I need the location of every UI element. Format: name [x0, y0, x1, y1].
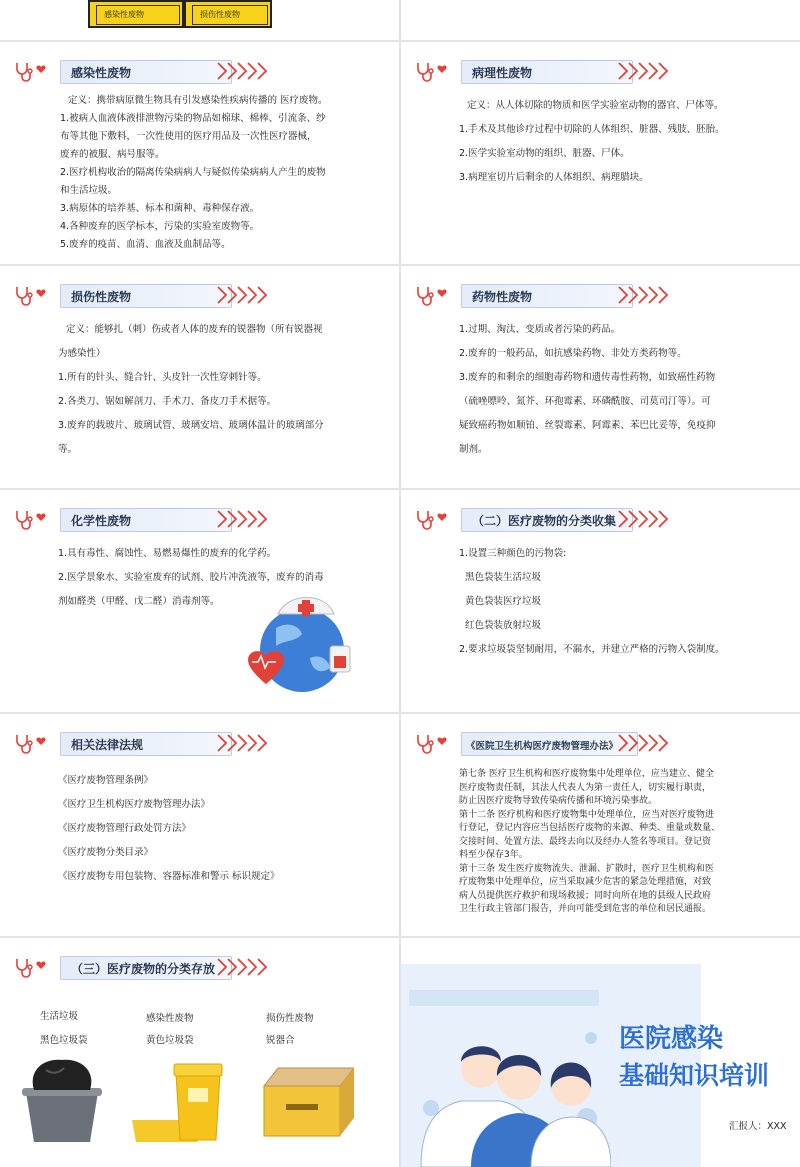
paragraph-line: 卫生行政主管部门报告，并向可能受到危害的单位和居民通报。 — [459, 904, 712, 914]
slide-collection — [401, 490, 800, 712]
list-item: 《医疗卫生机构医疗废物管理办法》 — [58, 799, 211, 810]
paragraph-line: 第十三条 发生医疗废物流失、泄漏、扩散时，医疗卫生机构和医 — [459, 863, 714, 874]
list-item: 2.废弃的一般药品，如抗感染药物、非处方类药物等。 — [459, 348, 687, 359]
list-item: 黑色袋装生活垃圾 — [465, 572, 542, 583]
slide-header — [14, 281, 264, 309]
list-item: 和生活垃圾。 — [60, 185, 118, 196]
slide-header — [415, 505, 665, 533]
paragraph-line: 疗废物集中处理单位，应当采取减少危害的紧急处理措施，对致 — [459, 877, 712, 887]
chevron-arrows-icon — [214, 283, 274, 307]
list-item: 疑致癌药物如顺铂、丝裂霉素、阿霉素、苯巴比妥等，免疫抑 — [459, 420, 716, 431]
list-item: 1.手术及其他诊疗过程中切除的人体组织、脏器、残肢、胚胎。 — [459, 124, 725, 135]
slide-cover — [401, 938, 800, 1167]
paragraph-line: 第七条 医疗卫生机构和医疗废物集中处理单位，应当建立、健全 — [459, 769, 714, 779]
list-item: 布等其他下敷料，一次性使用的医疗用品及一次性医疗器械， — [60, 131, 317, 142]
list-item: 废弃的被服、病号服等。 — [60, 149, 165, 160]
slide-body — [60, 92, 390, 254]
stethoscope-heart-icon — [14, 955, 50, 979]
paragraph-line: 病人员提供医疗救护和现场救援；同时向所在地的县级人民政府 — [459, 890, 712, 901]
slide-body — [58, 318, 393, 462]
slide-title: 病理性废物 — [472, 66, 533, 80]
definition: 定义：携带病原微生物具有引发感染性疾病传播的 医疗废物。 — [68, 95, 328, 106]
slide-body — [459, 94, 794, 190]
chevron-arrows-icon — [214, 507, 274, 531]
paragraph-line: 防止因医疗废物导致传染病传播和环境污染事故。 — [459, 796, 658, 806]
slide-sharps-waste — [0, 266, 399, 488]
slide-infectious-waste — [0, 42, 399, 264]
slide-title: 感染性废物 — [71, 66, 132, 80]
slide-header — [14, 729, 264, 757]
title-bar — [60, 60, 232, 84]
slide-chemical-waste — [0, 490, 399, 712]
slide-title: （三）医疗废物的分类存放 — [71, 962, 216, 976]
slide-regulations — [0, 714, 399, 936]
list-item: 3.废弃的和剩余的细胞毒药物和遗传毒性药物，如致癌性药物 — [459, 372, 716, 383]
list-item: 1.所有的针头、缝合针、头皮针一次性穿刺针等。 — [58, 372, 267, 383]
yellow-waste-bin-illustration — [128, 1050, 238, 1146]
list-item: 2.各类刀、锯如解剖刀、手术刀、备皮刀手术据等。 — [58, 396, 277, 407]
list-item: 2.医学实验室动物的组织、脏器、尸体。 — [459, 148, 630, 159]
title-bar — [60, 732, 232, 756]
definition: 为感染性） — [58, 348, 106, 359]
definition: 定义：从人体切除的物质和医学实验室动物的器官、尸体等。 — [467, 100, 724, 111]
list-item: 1.设置三种颜色的污物袋: — [459, 548, 567, 559]
chevron-arrows-icon — [615, 507, 675, 531]
bin-label: 锐器合 — [266, 1035, 295, 1046]
slide-header — [14, 57, 264, 85]
chevron-arrows-icon — [214, 59, 274, 83]
slide-header — [14, 505, 264, 533]
list-item: 3.病原体的培养基、标本和菌种、毒种保存液。 — [60, 203, 260, 214]
slide-header — [415, 281, 665, 309]
title-bar — [60, 508, 232, 532]
list-item: 剂如醛类（甲醛、戊二醛）消毒剂等。 — [58, 596, 220, 607]
slide-header — [14, 953, 264, 981]
top-label-2: 损伤性废物 — [200, 10, 240, 19]
slide-title: 《医院卫生机构医疗废物管理办法》 — [466, 741, 619, 752]
title-bar — [60, 956, 232, 980]
stethoscope-heart-icon — [14, 507, 50, 531]
paragraph-line: 第十二条 医疗机构和医疗废物集中处理单位，应当对医疗废物进 — [459, 809, 714, 820]
stethoscope-heart-icon — [415, 507, 451, 531]
cover-title-line-1: 医院感染 — [619, 1024, 724, 1054]
list-item: 2.医学景象水、实验室废弃的试剂、胶片冲洗液等，废弃的消毒 — [58, 572, 324, 583]
stethoscope-heart-icon — [14, 59, 50, 83]
title-bar — [461, 508, 633, 532]
stethoscope-heart-icon — [14, 283, 50, 307]
slide-header — [415, 729, 665, 757]
top-slide-left — [0, 0, 399, 40]
chevron-arrows-icon — [615, 731, 675, 755]
list-item: 黄色袋装医疗垃圾 — [465, 596, 542, 607]
slide-body — [58, 769, 393, 889]
bin-label: 黄色垃圾袋 — [146, 1035, 194, 1046]
doctors-illustration — [411, 998, 611, 1167]
definition: 定义：能够扎（刺）伤或者人体的废弃的锐器物（所有锐器视 — [66, 324, 323, 335]
list-item: 4.各种废弃的医学标本，污染的实验室废物等。 — [60, 221, 260, 232]
reporter: 汇报人：XXX — [729, 1121, 787, 1132]
title-bar — [60, 284, 232, 308]
slide-title: 化学性废物 — [71, 514, 132, 528]
slide-body — [459, 318, 794, 462]
paragraph-line: 交接时间、处置方法、最终去向以及经办人签名等项目。登记资 — [459, 836, 712, 847]
stethoscope-heart-icon — [415, 283, 451, 307]
list-item: 3.病理室切片后剩余的人体组织、病理腊块。 — [459, 172, 649, 183]
top-slide-right — [401, 0, 800, 40]
slide-title: （二）医疗废物的分类收集 — [472, 514, 617, 528]
chevron-arrows-icon — [615, 59, 675, 83]
list-item: 制剂。 — [459, 444, 488, 455]
stethoscope-heart-icon — [14, 731, 50, 755]
bin-label: 感染性废物 — [146, 1013, 194, 1024]
slide-title: 损伤性废物 — [71, 290, 132, 304]
title-bar — [461, 284, 633, 308]
yellow-label-card — [88, 0, 184, 28]
slide-header — [415, 57, 665, 85]
list-item: 1.过期、淘汰、变质或者污染的药品。 — [459, 324, 621, 335]
title-bar — [461, 60, 633, 84]
list-item: 5.废弃的疫苗、血清、血液及血制品等。 — [60, 239, 231, 250]
bin-label: 损伤性废物 — [266, 1013, 314, 1024]
slide-storage — [0, 938, 399, 1167]
list-item: 1.具有毒性、腐蚀性、易燃易爆性的废弃的化学药。 — [58, 548, 277, 559]
paragraph-line: 医疗废物责任制，其法人代表人为第一责任人，切实履行职责， — [459, 782, 712, 793]
bin-label: 黑色垃圾袋 — [40, 1035, 88, 1046]
slide-body — [459, 542, 794, 662]
list-item: 等。 — [58, 444, 78, 455]
chevron-arrows-icon — [214, 955, 274, 979]
list-item: 《医疗废物分类目录》 — [58, 847, 154, 858]
stethoscope-heart-icon — [415, 731, 451, 755]
paragraph-line: 料至少保存3年。 — [459, 850, 528, 860]
sharps-box-illustration — [258, 1060, 354, 1144]
black-trash-bin-illustration — [12, 1056, 112, 1144]
list-item: 《医疗废物管理行政处罚方法》 — [58, 823, 192, 834]
chevron-arrows-icon — [615, 283, 675, 307]
slide-management-measures — [401, 714, 800, 936]
slide-drug-waste — [401, 266, 800, 488]
list-item: 《医疗废物管理条例》 — [58, 775, 154, 786]
slide-title: 相关法律法规 — [71, 738, 144, 752]
list-item: 1.被病人血液体液排泄物污染的物品如棉球、棉棒、引流条、纱 — [60, 113, 326, 124]
top-label-1: 感染性废物 — [104, 10, 144, 19]
stethoscope-heart-icon — [415, 59, 451, 83]
list-item: （硫唑嘌呤、氮芥、环孢霉素、环磷酰胺、司莫司汀等）。可 — [459, 396, 711, 407]
cover-title-line-2: 基础知识培训 — [619, 1061, 770, 1090]
paragraph-line: 行登记，登记内容应当包括医疗废物的来源、种类、重量或数量、 — [459, 823, 721, 833]
title-bar — [461, 732, 638, 756]
list-item: 红色袋装放射垃圾 — [465, 620, 542, 631]
slide-pathological-waste — [401, 42, 800, 264]
globe-nurse-hat-illustration — [240, 588, 360, 698]
yellow-label-card — [184, 0, 272, 28]
list-item: 《医疗废物专用包装物、容器标准和警示 标识规定》 — [58, 871, 280, 882]
list-item: 2.要求垃圾袋坚韧耐用，不漏水，并建立严格的污物入袋制度。 — [459, 644, 725, 655]
list-item: 3.废弃的载玻片、玻璃试管、玻璃安培、玻璃体温计的玻璃部分 — [58, 420, 324, 431]
slide-body — [459, 768, 795, 917]
list-item: 2.医疗机构收治的隔离传染病病人与疑似传染病病人产生的废物 — [60, 167, 326, 178]
bin-label: 生活垃圾 — [40, 1011, 79, 1022]
slide-title: 药物性废物 — [472, 290, 533, 304]
chevron-arrows-icon — [214, 731, 274, 755]
